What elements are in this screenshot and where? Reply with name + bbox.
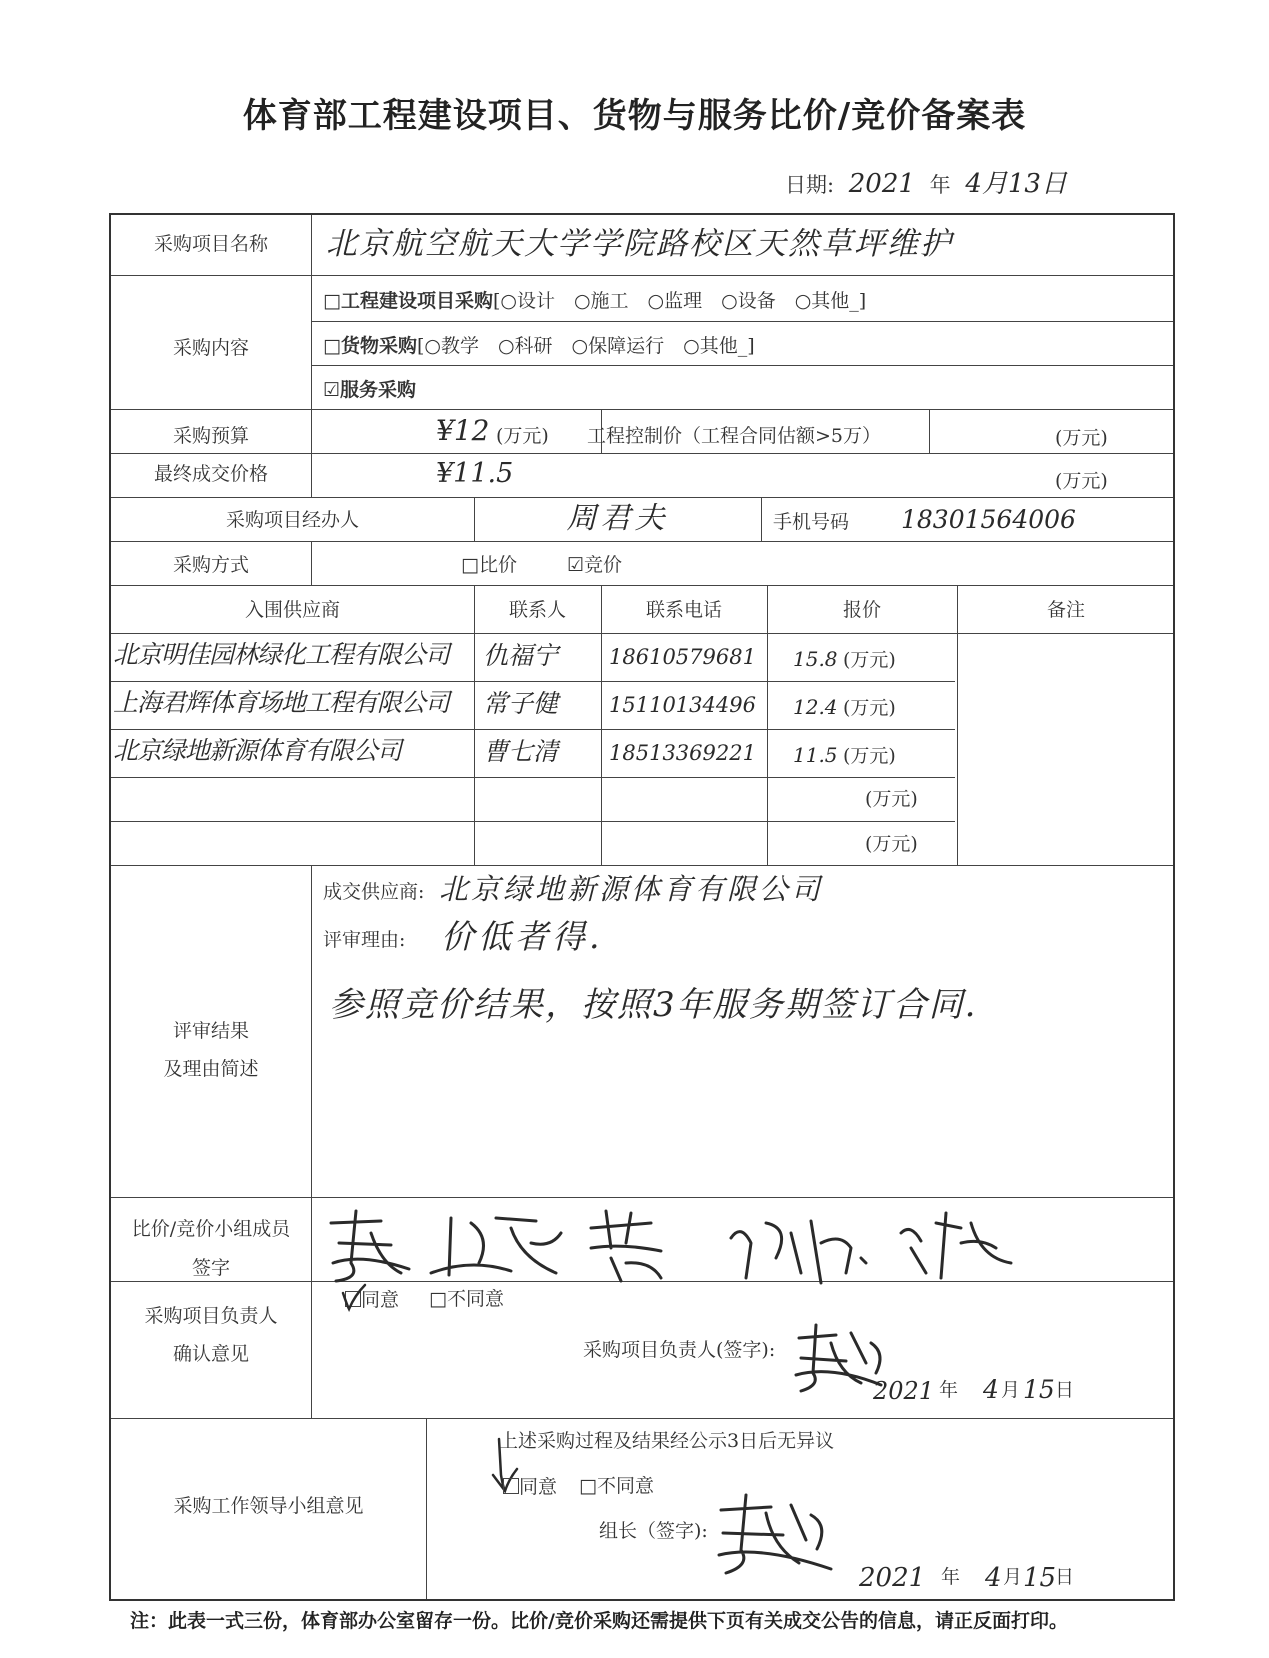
row-divider bbox=[311, 365, 1173, 366]
leader-date-year-unit: 年 bbox=[939, 1379, 959, 1401]
goods-option bbox=[323, 337, 755, 356]
group-date-day: 15 bbox=[1023, 1563, 1057, 1593]
phone-label: 手机号码 bbox=[773, 511, 850, 533]
leader-date-month-unit: 月 bbox=[1001, 1379, 1021, 1401]
leader-sign-label: 采购项目负责人(签字): bbox=[583, 1339, 776, 1361]
supplier-row-3-phone: 18513369221 bbox=[609, 741, 756, 765]
leader-date-month: 4 bbox=[983, 1375, 999, 1404]
date-year: 2021 bbox=[848, 169, 915, 199]
supplier-row-3-name: 北京绿地新源体育有限公司 bbox=[113, 736, 402, 765]
goods-checkbox: □ bbox=[323, 335, 341, 357]
group-date-year: 2021 bbox=[859, 1563, 926, 1593]
group-agree-checkbox bbox=[503, 1478, 519, 1494]
engineering-checkbox: □ bbox=[323, 290, 341, 312]
col-divider bbox=[601, 585, 602, 865]
engineering-suboptions: [○设计 ○施工 ○监理 ○设备 ○其他_] bbox=[492, 290, 867, 312]
row-divider bbox=[111, 497, 1173, 498]
leading-group-statement: 上述采购过程及结果经公示3日后无异议 bbox=[499, 1430, 835, 1452]
supplier-row-1-phone: 18610579681 bbox=[609, 645, 756, 669]
supplier-header-remark: 备注 bbox=[1046, 599, 1085, 621]
leader-checkmark bbox=[339, 1283, 369, 1313]
leading-group-label: 采购工作领导小组意见 bbox=[173, 1495, 364, 1517]
col-divider bbox=[957, 585, 958, 865]
supplier-row-1-price: 15.8 bbox=[793, 647, 838, 671]
date-year-unit: 年 bbox=[929, 173, 951, 197]
committee-label-line1: 比价/竞价小组成员 bbox=[131, 1218, 291, 1240]
group-date-month-unit: 月 bbox=[1003, 1566, 1023, 1588]
row-divider bbox=[111, 585, 1173, 586]
supplier-row-2-contact: 常子健 bbox=[483, 689, 559, 718]
leader-date-day: 15 bbox=[1023, 1375, 1055, 1404]
group-date-day-unit: 日 bbox=[1055, 1566, 1075, 1588]
col-divider bbox=[767, 585, 768, 865]
handler-label: 采购项目经办人 bbox=[225, 509, 359, 531]
date-month-day: 4月13日 bbox=[965, 169, 1067, 199]
footer-note: 注：此表一式三份，体育部办公室留存一份。比价/竞价采购还需提供下页有关成交公告的信息，请正反面打印。 bbox=[130, 1610, 1068, 1632]
handler-phone: 18301564006 bbox=[901, 505, 1076, 534]
row-divider bbox=[111, 1197, 1173, 1198]
service-option bbox=[323, 381, 416, 400]
budget-unit: (万元) bbox=[496, 425, 549, 447]
group-agree-option bbox=[503, 1477, 557, 1497]
supplier-row-5-unit: (万元) bbox=[865, 833, 918, 855]
supplier-row-3-price: 11.5 bbox=[793, 743, 838, 767]
group-leader-signature bbox=[711, 1485, 851, 1585]
col-divider bbox=[929, 409, 930, 453]
supplier-header-price: 报价 bbox=[842, 599, 881, 621]
supplier-header-phone: 联系电话 bbox=[645, 599, 722, 621]
filing-form-table bbox=[109, 213, 1175, 1601]
reason-value: 价低者得. bbox=[441, 917, 604, 956]
supplier-row-4-unit: (万元) bbox=[865, 788, 918, 810]
group-sign-label: 组长（签字): bbox=[599, 1520, 708, 1542]
winner-label: 成交供应商: bbox=[323, 881, 425, 903]
supplier-row-1-name: 北京明佳园林绿化工程有限公司 bbox=[113, 640, 450, 669]
leader-disagree-option: □不同意 bbox=[429, 1288, 504, 1310]
supplier-row-2-unit: (万元) bbox=[843, 697, 896, 719]
leader-date-year: 2021 bbox=[873, 1377, 935, 1405]
review-label-line2: 及理由简述 bbox=[163, 1058, 259, 1080]
method-label: 采购方式 bbox=[172, 554, 249, 576]
engineering-option bbox=[323, 292, 866, 311]
col-divider bbox=[311, 541, 312, 585]
form-date bbox=[785, 163, 1075, 200]
group-date-year-unit: 年 bbox=[941, 1566, 961, 1588]
control-price-label: 工程控制价（工程合同估额>5万） bbox=[587, 425, 882, 447]
row-divider bbox=[111, 275, 1173, 276]
row-divider bbox=[111, 409, 1173, 410]
supplier-row-2-name: 上海君辉体育场地工程有限公司 bbox=[113, 688, 450, 717]
goods-suboptions: [○教学 ○科研 ○保障运行 ○其他_] bbox=[416, 335, 755, 357]
group-disagree-option: □不同意 bbox=[579, 1475, 654, 1497]
content-label: 采购内容 bbox=[172, 337, 249, 359]
leader-date-day-unit: 日 bbox=[1055, 1379, 1075, 1401]
project-name-value: 北京航空航天大学学院路校区天然草坪维护 bbox=[326, 226, 953, 262]
form-title: 体育部工程建设项目、货物与服务比价/竞价备案表 bbox=[242, 96, 1027, 136]
row-divider bbox=[111, 453, 1173, 454]
leader-confirm-label-line1: 采购项目负责人 bbox=[144, 1305, 278, 1327]
row-divider bbox=[111, 681, 955, 682]
row-divider bbox=[111, 541, 1173, 542]
final-price-label: 最终成交价格 bbox=[153, 463, 268, 485]
col-divider bbox=[474, 585, 475, 865]
col-divider bbox=[311, 215, 312, 497]
service-label: 服务采购 bbox=[340, 379, 417, 401]
leader-confirm-label-line2: 确认意见 bbox=[172, 1343, 249, 1365]
handler-name: 周君夫 bbox=[566, 501, 669, 536]
supplier-row-2-price: 12.4 bbox=[793, 695, 838, 719]
budget-value: ¥12 bbox=[436, 414, 490, 447]
supplier-header-name: 入围供应商 bbox=[244, 599, 340, 621]
row-divider bbox=[111, 633, 1173, 634]
committee-signatures bbox=[321, 1203, 1021, 1288]
row-divider bbox=[311, 321, 1173, 322]
col-divider bbox=[426, 1418, 427, 1599]
goods-label: 货物采购 bbox=[340, 335, 417, 357]
final-price-unit: (万元) bbox=[1055, 470, 1108, 492]
row-divider bbox=[111, 865, 1173, 866]
method-option-compare: □比价 bbox=[461, 554, 517, 576]
supplier-row-3-unit: (万元) bbox=[843, 745, 896, 767]
col-divider bbox=[761, 497, 762, 541]
reason-label: 评审理由: bbox=[323, 929, 406, 951]
row-divider bbox=[111, 821, 955, 822]
supplier-header-contact: 联系人 bbox=[508, 599, 566, 621]
final-price-value: ¥11.5 bbox=[436, 458, 514, 489]
project-name-label: 采购项目名称 bbox=[153, 233, 268, 255]
leader-agree-label: 同意 bbox=[361, 1289, 400, 1311]
group-agree-label: 同意 bbox=[519, 1476, 558, 1498]
row-divider bbox=[111, 1418, 1173, 1419]
supplier-row-2-phone: 15110134496 bbox=[609, 693, 756, 717]
method-option-bidding: ☑竞价 bbox=[567, 554, 623, 576]
control-price-unit: (万元) bbox=[1055, 427, 1108, 449]
budget-label: 采购预算 bbox=[172, 425, 249, 447]
supplier-row-3-contact: 曹七清 bbox=[483, 737, 559, 766]
group-date-month: 4 bbox=[985, 1563, 1002, 1593]
col-divider bbox=[311, 865, 312, 1418]
committee-label-line2: 签字 bbox=[191, 1257, 230, 1279]
review-label-line1: 评审结果 bbox=[172, 1020, 249, 1042]
row-divider bbox=[111, 777, 955, 778]
winner-value: 北京绿地新源体育有限公司 bbox=[439, 872, 824, 906]
supplier-row-1-contact: 仇福宁 bbox=[483, 641, 559, 670]
service-checkbox: ☑ bbox=[323, 379, 341, 401]
engineering-label: 工程建设项目采购 bbox=[340, 290, 493, 312]
date-label: 日期: bbox=[785, 173, 835, 197]
review-extra-note: 参照竞价结果，按照3年服务期签订合同. bbox=[329, 985, 978, 1025]
row-divider bbox=[111, 729, 955, 730]
supplier-row-1-unit: (万元) bbox=[843, 649, 896, 671]
